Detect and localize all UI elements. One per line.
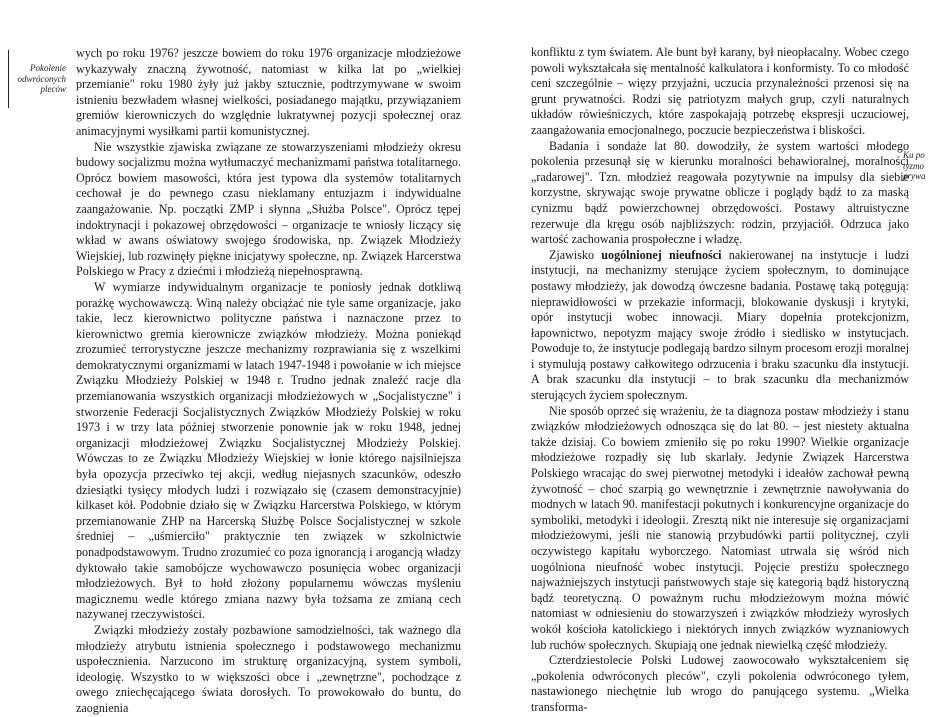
right-paragraph-3 [531, 248, 909, 404]
right-paragraph-5: Czterdziestolecie Polski Ludowej zaowocowało wykształceniem się „pokolenia odwróconych pleców", czyli pokolenia odwróconego tyłem, nastawionego niechętnie lub wrogo do panującego systemu. „Wielka transforma- [531, 653, 909, 714]
right-paragraph-3-start: Zjawisko [549, 247, 595, 262]
left-paragraph-4: Związki młodzieży zostały pozbawione samodzielności, tak ważnego dla młodzieży atrybutu istnienia społecznego i podstawowego mechanizmu uspołecznienia. Narzucono im strukturę organizacyjną, system symboli, ideologię. Wszystko to w większości obce i „zewnętrzne", pochodzące z owego zniechęcającego świata dorosłych. To prowokowało do buntu, do zaognienia [76, 622, 461, 715]
right-column-text [531, 45, 909, 716]
right-paragraph-2: Badania i sondaże lat 80. dowodziły, że system wartości młodego pokolenia przesunął się w kierunku moralności behawioralnej, moralności „radarowej". Tzn. młodzież reagowała pozytywnie na impulsy dla siebie korzystne, skrywając swoje prywatne oblicze i poglądy bądź to za maską cynizmu bądź powierzchownej obrzędowości. Postawy altruistyczne rezerwuje dla kręgu osób najbliższych: rodzin, przyjaciół. Odrzuca jako wartość zachowania prospołeczne i władzę. [531, 138, 909, 247]
right-paragraph-1: konfliktu z tym światem. Ale bunt był karany, był nieopłacalny. Wobec czego powoli wykształcała się mentalność kalkulatora i konformisty. To co młodość ceni szczególnie – więzy przyjaźni, uczucia przynależności przenosi się na grunt prywatności. Rodzi się patriotyzm małych grup, czyli naturalnych układów rówieśniczych, które zaspokajają potrzebę ekspresji uczuciowej, zaangażowania emocjonalnego, poczucie bezpieczeństwa i bliskości. [531, 45, 909, 137]
page-gutter [470, 0, 478, 670]
left-paragraph-3: W wymiarze indywidualnym organizacje te poniosły jednak dotkliwą porażkę wychowawczą. Winą należy obciążać nie tyle same organizacje, jako takie, lecz kierownictwo polityczne państwa i naznaczone przez to kierownictwo gremia kierownicze związków młodzieży. Można poniekąd zrozumieć terrorystyczne jeszcze mechanizmy rozprawiania się z wszelkimi demokratycznymi organizmami w latach 1947-1948 i powołanie w ich miejsce Związku Młodzieży Polskiej w 1948 r. Trudno jednak znaleźć racje dla przemianowania wszystkich organizacji młodzieżowych w „Socjalistyczne" i stworzenie Federacji Socjalistycznych Związków Młodzieży Polskiej w roku 1973 i w trzy lata później stworzenie ponownie jak w roku 1948, jednej organizacji młodzieżowej Związku Socjalistycznej Młodzieży Polskiej. Wówczas to ze Związku Młodzieży Wiejskiej w łonie którego najsilniejsza była opozycja przeciwko tej akcji, według niejasnych szacunków, odeszło dziesiątki tysięcy młodych ludzi i rozwiązało się (czasem demonstracyjnie) kilkaset kół. Podobnie działo się w Związku Harcerstwa Polskiego, w którym przemianowanie ZHP na Harcerską Służbę Polsce Socjalistycznej w szkole średniej – „uśmierciło" praktycznie ten związek w szkolnictwie ponadpodstawowym. Trudno zrozumieć co poza ignorancją i arogancją władzy dyktowało takie samobójcze wychowawczo posunięcia wobec organizacji młodzieżowych. Był to hołd złożony popularnemu wówczas myśleniu magicznemu wedle którego zmiana nazwy była tożsama ze zmianą cech nazywanej rzeczywistości. [76, 279, 461, 622]
left-margin-note: Pokolenie odwróconych pleców [17, 63, 66, 94]
right-paragraph-4: Nie sposób oprzeć się wrażeniu, że ta diagnoza postaw młodzieży i stanu związków młodzieżowych odnosząca się do lat 80. – jest niestety aktualna także dzisiaj. Co bowiem zmieniło się po roku 1990? Wielkie organizacje młodzieżowe rozpadły się lub skarlały. Jedynie Związek Harcerstwa Polskiego wracając do swej pierwotnej metodyki i ideałów zachował pewną żywotność – choć szarpią go wewnętrznie i zewnętrznie nawoływania do modnych w latach 90. manifestacji pokutnych i konkurencyjne organizacje do symboliki, metodyki i ideologii. Zresztą nikt nie interesuje się organizacjami młodzieżowymi, jeśli nie stanowią przybudówki partii politycznej, czyli oczywistego kapitału wyborczego. Natomiast utrwala się wśród nich uogólniona nieufność wobec instytucji. Pojęcie prestiżu społecznego najważniejszych instytucji państwowych staje się kategorią bądź historyczną bądź teoretyczną. O poważnym ruchu młodzieżowym można mówić natomiast w odniesieniu do stowarzyszeń i związków młodzieży wyrosłych wokół kościoła katolickiego i niektórych innych związków wyznaniowych lub ruchów społecznych. Skupiają one jednak niewielką część młodzieży. [531, 403, 909, 652]
left-paragraph-2: Nie wszystkie zjawiska związane ze stowarzyszeniami młodzieży okresu budowy socjalizmu można wytłumaczyć mechanizmami państwa totalitarnego. Oprócz bowiem masowości, która jest typowa dla systemów totalitarnych cechował je do pewnego czasu nieklamany entuzjazm i indywidualne zaangażowanie. Np. początki ZMP i słynna „Służba Polsce". Oprócz tępej indoktrynacji i pokazowej obrzędowości – organizacje te wniosły liczący się wkład w awans oświatowy swojego środowiska, np. Związek Młodzieży Wiejskiej, lub rozwinęły piękne inicjatywy społeczne, np. Związek Harcerstwa Polskiego w Pracy z dziećmi i młodzieżą niepełnosprawną. [76, 139, 461, 279]
left-column-text [76, 46, 461, 717]
right-page [478, 0, 947, 714]
left-paragraph-1: wych po roku 1976? jeszcze bowiem do roku 1976 organizacje młodzieżowe wykazywały znaczną żywotność, natomiast w kilka lat po „wielkiej przemianie" roku 1980 żyły już jakby sztucznie, podtrzymywane w swoim istnieniu bezwładem własnej wielkości, posiadanego majątku, przywiązaniem gremiów kierowniczych do względnie lukratywnej pozycji społecznej oraz animacyjnymi wysiłkami partii komunistycznej. [76, 46, 461, 138]
right-paragraph-3-rest: nakierowanej na instytucje i ludzi instytucji, na mechanizmy sterujące życiem społecznym, to dominujące postawy młodzieży, jak dowodzą ówczesne badania. Postawę taką potęgują: nieprawidłowości w przekazie informacji, blokowanie dyskusji i krytyki, opór instytucji wobec innowacji. Miary dopełnia protekcjonizm, łapownictwo, nepotyzm mający swoje źródło i siedlisko w instytucjach. Powoduje to, że instytucje podlegają bardzo silnym procesom erozji moralnej i stymulują postawy całkowitego odrzucenia i braku szacunku dla instytucji. A brak szacunku dla instytucji – to brak szacunku dla mechanizmów sterujących życiem społecznym. [531, 247, 909, 403]
right-margin-note: Ku po tyzmo prywa [903, 150, 926, 181]
emphasis-uogolnionej-nieufnosci: uogólnionej nieufności [601, 247, 722, 262]
margin-rule [8, 50, 9, 108]
left-page [0, 0, 470, 715]
